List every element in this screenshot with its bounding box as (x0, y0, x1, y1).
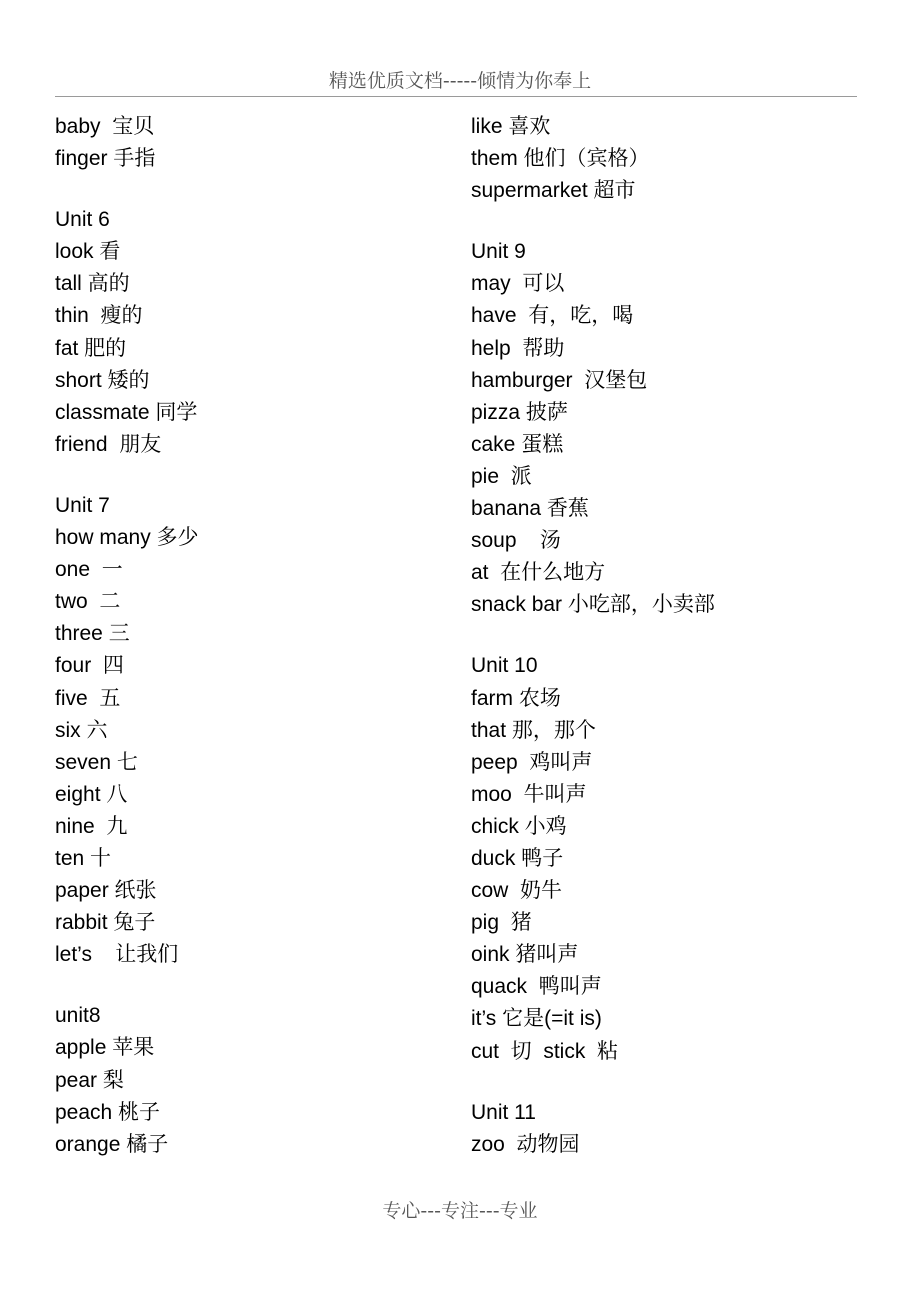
unit-heading: Unit 7 (55, 493, 110, 517)
vocabulary-entry: farm 农场 (471, 686, 561, 710)
vocabulary-entry: zoo 动物园 (471, 1132, 580, 1156)
blank-line (55, 175, 455, 204)
vocabulary-entry: finger 手指 (55, 147, 156, 171)
vocabulary-entry: pie 派 (471, 464, 532, 488)
unit-heading: unit8 (55, 1004, 101, 1028)
vocabulary-entry: tall 高的 (55, 272, 130, 296)
vocabulary-entry: soup 汤 (471, 529, 561, 553)
vocabulary-entry: them 他们（宾格） (471, 147, 650, 171)
vocabulary-column-left (55, 111, 455, 1161)
vocabulary-entry: pear 梨 (55, 1068, 124, 1092)
blank-line (471, 1068, 901, 1097)
vocabulary-entry: look 看 (55, 240, 121, 264)
blank-line (55, 971, 455, 1000)
blank-line (55, 461, 455, 490)
vocabulary-entry: six 六 (55, 718, 108, 742)
blank-line (471, 621, 901, 650)
vocabulary-entry: eight 八 (55, 782, 128, 806)
vocabulary-entry: apple 苹果 (55, 1036, 155, 1060)
vocabulary-entry: moo 牛叫声 (471, 782, 587, 806)
vocabulary-entry: duck 鸭子 (471, 846, 564, 870)
vocabulary-entry: peep 鸡叫声 (471, 750, 593, 774)
vocabulary-entry: pig 猪 (471, 911, 532, 935)
vocabulary-entry: three 三 (55, 622, 130, 646)
vocabulary-entry: banana 香蕉 (471, 497, 589, 521)
vocabulary-entry: chick 小鸡 (471, 814, 567, 838)
vocabulary-entry: cake 蛋糕 (471, 432, 564, 456)
vocabulary-entry: baby 宝贝 (55, 115, 155, 138)
vocabulary-entry: short 矮的 (55, 368, 150, 392)
vocabulary-entry: like 喜欢 (471, 115, 551, 138)
unit-heading: Unit 6 (55, 208, 110, 232)
vocabulary-entry: that 那，那个 (471, 718, 596, 742)
vocabulary-entry: paper 纸张 (55, 879, 157, 903)
vocabulary-entry: help 帮助 (471, 336, 565, 360)
vocabulary-entry: may 可以 (471, 272, 565, 296)
vocabulary-entry: four 四 (55, 654, 124, 678)
vocabulary-entry: orange 橘子 (55, 1132, 169, 1156)
vocabulary-entry: cow 奶牛 (471, 879, 563, 903)
vocabulary-entry: peach 桃子 (55, 1100, 161, 1124)
vocabulary-entry: supermarket 超市 (471, 179, 636, 203)
vocabulary-entry: rabbit 兔子 (55, 911, 156, 935)
vocabulary-entry: at 在什么地方 (471, 561, 606, 585)
unit-heading: Unit 11 (471, 1100, 536, 1124)
blank-line (471, 207, 901, 236)
vocabulary-entry: oink 猪叫声 (471, 943, 579, 967)
vocabulary-entry: two 二 (55, 590, 121, 614)
vocabulary-entry: snack bar 小吃部，小卖部 (471, 593, 715, 617)
vocabulary-entry: nine 九 (55, 814, 128, 838)
vocabulary-entry: ten 十 (55, 846, 112, 870)
vocabulary-entry: classmate 同学 (55, 400, 198, 424)
page-footer: 专心---专注---专业 (382, 1200, 538, 1222)
vocabulary-entry: how many 多少 (55, 526, 199, 550)
page-header: 精选优质文档-----倾情为你奉上 (328, 70, 592, 92)
vocabulary-entry: friend 朋友 (55, 432, 162, 456)
unit-heading: Unit 9 (471, 240, 526, 264)
vocabulary-entry: fat 肥的 (55, 336, 127, 360)
vocabulary-entry: it’s 它是(=it is) (471, 1007, 602, 1031)
vocabulary-entry: one 一 (55, 558, 123, 582)
vocabulary-entry: cut 切 stick 粘 (471, 1039, 619, 1063)
unit-heading: Unit 10 (471, 654, 538, 678)
vocabulary-entry: pizza 披萨 (471, 400, 568, 424)
header-divider (55, 96, 857, 97)
vocabulary-entry: have 有，吃，喝 (471, 304, 634, 328)
vocabulary-entry: quack 鸭叫声 (471, 975, 602, 999)
vocabulary-entry: seven 七 (55, 750, 138, 774)
vocabulary-column-right (471, 111, 901, 1161)
vocabulary-entry: hamburger 汉堡包 (471, 368, 648, 392)
vocabulary-entry: thin 瘦的 (55, 304, 143, 328)
vocabulary-entry: five 五 (55, 686, 121, 710)
vocabulary-entry: let’s 让我们 (55, 943, 179, 967)
